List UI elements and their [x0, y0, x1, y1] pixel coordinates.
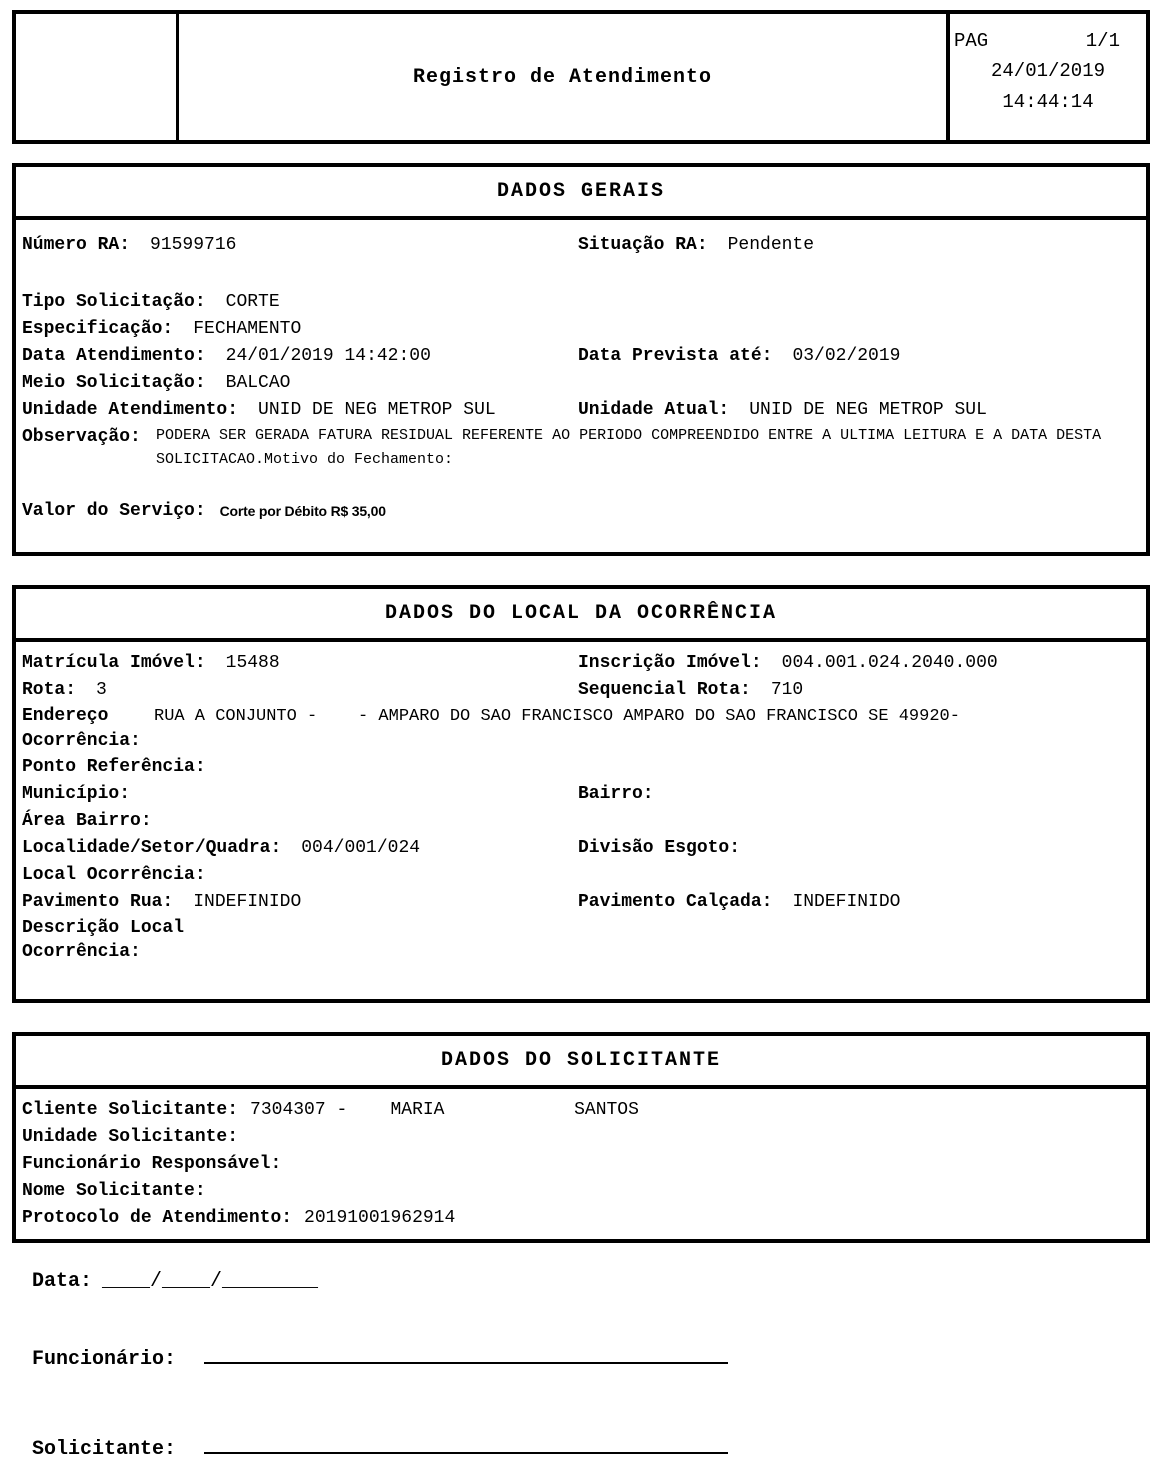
field-row [22, 677, 1140, 704]
field-row [22, 397, 1140, 424]
field-row [22, 862, 1140, 889]
cliente-solicitante-label: Cliente Solicitante: [22, 1100, 239, 1120]
section-title-dados-local: DADOS DO LOCAL DA OCORRÊNCIA [16, 589, 1146, 642]
numero-ra-label: Número RA: [22, 235, 131, 255]
field-row [22, 781, 1140, 808]
endereco-label-line2: Ocorrência: [22, 731, 141, 751]
observacao-line1: PODERA SER GERADA FATURA RESIDUAL REFERENTE AO PERIODO COMPREENDIDO ENTRE A ULTIMA LEITURA E A DATA DESTA [156, 427, 1102, 444]
localidade-setor-quadra-value: 004/001/024 [301, 838, 421, 858]
solicitante-label: Solicitante: [32, 1438, 177, 1461]
field-row [22, 650, 1140, 677]
observacao-value [154, 424, 1101, 472]
pavimento-calcada-value: INDEFINIDO [792, 892, 901, 912]
matricula-imovel-label: Matrícula Imóvel: [22, 653, 206, 673]
field-row [22, 498, 1140, 525]
numero-ra-value: 91599716 [150, 235, 237, 255]
solicitante-signature-row [0, 1432, 728, 1463]
section-dados-gerais [12, 163, 1150, 556]
meio-solicitacao-value: BALCAO [225, 373, 291, 393]
report-time: 14:44:14 [1002, 91, 1094, 113]
unidade-atual-value: UNID DE NEG METROP SUL [749, 400, 987, 420]
field-row [22, 232, 1140, 259]
data-label: Data: [32, 1270, 93, 1293]
situacao-ra-value: Pendente [727, 235, 815, 255]
rota-value: 3 [96, 680, 107, 700]
field-row [22, 1124, 1140, 1151]
unidade-atual-label: Unidade Atual: [578, 400, 730, 420]
field-row-observacao [22, 424, 1140, 472]
inscricao-imovel-label: Inscrição Imóvel: [578, 653, 762, 673]
tipo-solicitacao-value: CORTE [225, 292, 280, 312]
section-dados-solicitante [12, 1032, 1150, 1243]
report-date: 24/01/2019 [990, 60, 1106, 82]
matricula-imovel-value: 15488 [225, 653, 280, 673]
section-dados-local [12, 585, 1150, 1003]
field-row [22, 343, 1140, 370]
blank-space [22, 259, 1140, 289]
unidade-atendimento-value: UNID DE NEG METROP SUL [258, 400, 496, 420]
descricao-label-line1: Descrição Local [22, 918, 185, 938]
especificacao-value: FECHAMENTO [193, 319, 302, 339]
logo-box [16, 14, 179, 140]
section-body-dados-gerais [16, 220, 1146, 525]
endereco-ocorrencia-label [22, 704, 152, 754]
field-row [22, 1097, 1140, 1124]
field-row [22, 1151, 1140, 1178]
localidade-setor-quadra-label: Localidade/Setor/Quadra: [22, 838, 282, 858]
data-signature-row [0, 1268, 318, 1295]
pavimento-rua-value: INDEFINIDO [193, 892, 302, 912]
funcionario-signature-row [0, 1342, 728, 1373]
field-row-descricao [22, 916, 1140, 964]
pavimento-calcada-label: Pavimento Calçada: [578, 892, 773, 912]
data-atendimento-label: Data Atendimento: [22, 346, 206, 366]
field-row [22, 370, 1140, 397]
sequencial-rota-label: Sequencial Rota: [578, 680, 751, 700]
observacao-line2: SOLICITACAO.Motivo do Fechamento: [156, 451, 454, 468]
page-number-row [950, 26, 1146, 56]
meio-solicitacao-label: Meio Solicitação: [22, 373, 206, 393]
funcionario-label: Funcionário: [32, 1348, 177, 1371]
data-prevista-value: 03/02/2019 [792, 346, 901, 366]
protocolo-atendimento-value: 20191001962914 [304, 1208, 456, 1228]
municipio-label: Município: [22, 784, 131, 804]
unidade-atendimento-label: Unidade Atendimento: [22, 400, 239, 420]
page-number: 1/1 [1085, 30, 1120, 52]
endereco-ocorrencia-value: RUA A CONJUNTO - - AMPARO DO SAO FRANCISCO AMPARO DO SAO FRANCISCO SE 49920- [154, 707, 960, 726]
field-row [22, 316, 1140, 343]
descricao-local-label [22, 916, 222, 964]
especificacao-label: Especificação: [22, 319, 174, 339]
valor-servico-label: Valor do Serviço: [22, 501, 206, 521]
field-row [22, 754, 1140, 781]
report-title: Registro de Atendimento [412, 65, 713, 89]
data-prevista-label: Data Prevista até: [578, 346, 773, 366]
solicitante-signature-line [204, 1432, 728, 1454]
pag-label: PAG [954, 30, 989, 52]
endereco-label-line1: Endereço [22, 706, 109, 726]
area-bairro-label: Área Bairro: [22, 811, 152, 831]
pavimento-rua-label: Pavimento Rua: [22, 892, 174, 912]
bairro-label: Bairro: [578, 784, 654, 804]
inscricao-imovel-value: 004.001.024.2040.000 [781, 653, 998, 673]
field-row [22, 889, 1140, 916]
ponto-referencia-label: Ponto Referência: [22, 757, 206, 777]
observacao-label: Observação: [22, 427, 141, 447]
situacao-ra-label: Situação RA: [578, 235, 708, 255]
unidade-solicitante-label: Unidade Solicitante: [22, 1127, 239, 1147]
field-row [22, 1205, 1140, 1232]
data-atendimento-value: 24/01/2019 14:42:00 [225, 346, 431, 366]
field-row-endereco [22, 704, 1140, 754]
protocolo-atendimento-label: Protocolo de Atendimento: [22, 1208, 293, 1228]
field-row [22, 1178, 1140, 1205]
data-blank-line: ____/____/________ [102, 1270, 319, 1293]
cliente-solicitante-value: 7304307 - MARIA SANTOS [250, 1100, 639, 1120]
descricao-label-line2: Ocorrência: [22, 942, 141, 962]
section-body-dados-local [16, 642, 1146, 964]
section-title-dados-gerais: DADOS GERAIS [16, 167, 1146, 220]
local-ocorrencia-label: Local Ocorrência: [22, 865, 206, 885]
section-body-dados-solicitante [16, 1089, 1146, 1232]
tipo-solicitacao-label: Tipo Solicitação: [22, 292, 206, 312]
divisao-esgoto-label: Divisão Esgoto: [578, 838, 741, 858]
page-info-box [946, 14, 1146, 140]
valor-servico-value: Corte por Débito R$ 35,00 [219, 503, 386, 519]
field-row [22, 835, 1140, 862]
report-header [12, 10, 1150, 144]
nome-solicitante-label: Nome Solicitante: [22, 1181, 206, 1201]
field-row [22, 808, 1140, 835]
rota-label: Rota: [22, 680, 77, 700]
sequencial-rota-value: 710 [770, 680, 804, 700]
section-title-dados-solicitante: DADOS DO SOLICITANTE [16, 1036, 1146, 1089]
funcionario-signature-line [204, 1342, 728, 1364]
blank-space [22, 472, 1140, 498]
funcionario-responsavel-label: Funcionário Responsável: [22, 1154, 282, 1174]
field-row [22, 289, 1140, 316]
